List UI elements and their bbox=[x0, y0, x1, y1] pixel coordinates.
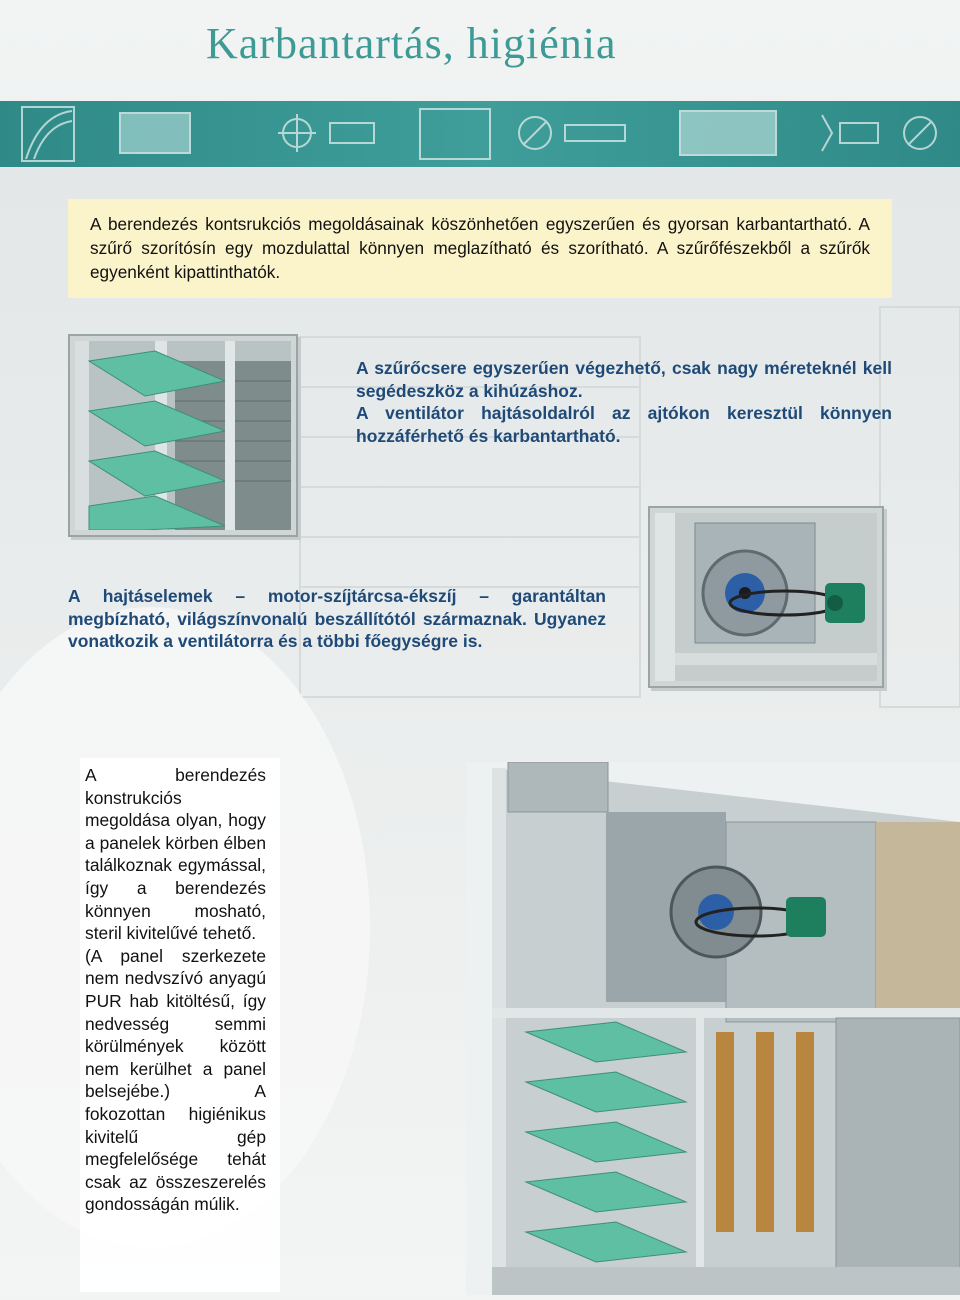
caption-filter-line1: A szűrőcsere egyszerűen végezhető, csak nagy méreteknél kell segédeszköz a kihúzáshoz. bbox=[356, 358, 892, 401]
caption-filter bbox=[356, 357, 892, 447]
header-banner bbox=[0, 101, 960, 167]
hygiene-paragraph-2: (A panel szerkezete nem nedvszívó anyagú PUR hab kitöltésű, így nedvesség semmi körülmények között nem kerülhet a panel belsejébe.) A fokozottan higiénikus kivitelű gép megfelelősége tehát csak az összeszerelés gondosságán múlik. bbox=[85, 945, 266, 1215]
intro-box bbox=[68, 199, 892, 298]
filter-rack-photo bbox=[68, 334, 298, 537]
caption-drive-text: A hajtáselemek – motor-szíjtárcsa-ékszíj – garantáltan megbízható, világszínvonalú beszállítótól származnak. Ugyanez vonatkozik a ventilátorra és a többi főegységre is. bbox=[68, 586, 606, 651]
page-title: Karbantartás, higiénia bbox=[206, 19, 617, 68]
caption-filter-line2: A ventilátor hajtásoldalról az ajtókon keresztül könnyen hozzáférhető és karbantartható. bbox=[356, 403, 892, 446]
air-handling-unit-photo bbox=[466, 762, 960, 1295]
fan-motor-photo bbox=[648, 506, 884, 688]
caption-drive bbox=[68, 585, 606, 653]
intro-text: A berendezés kontsrukciós megoldásainak köszönhetően egyszerűen és gyorsan karbantartható. A szűrő szorítósín egy mozdulattal könnyen meglazítható és szorítható. A szűrőfészekből a szűrők egyenként kipattinthatók. bbox=[90, 214, 870, 282]
hygiene-text-box bbox=[80, 758, 280, 1292]
hygiene-paragraph-1: A berendezés konstrukciós megoldása olyan, hogy a panelek körben élben találkoznak egymással, így a berendezés könnyen mosható, steril kivitelűvé tehető. bbox=[85, 765, 266, 944]
